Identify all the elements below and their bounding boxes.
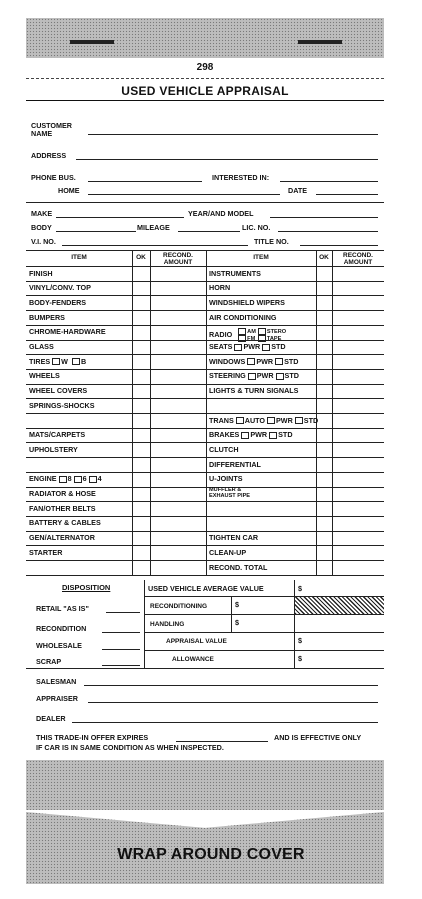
title-no-line[interactable] — [300, 245, 378, 246]
mileage-label: MILEAGE — [137, 223, 170, 232]
table-row-rule — [26, 516, 384, 517]
table-row-rule — [26, 545, 384, 546]
customer-name-line[interactable] — [88, 134, 378, 135]
title-rule — [26, 100, 384, 101]
table-row-rule — [26, 340, 384, 341]
condition-text: IF CAR IS IN SAME CONDITION AS WHEN INSPECTED. — [36, 743, 224, 752]
retail-label: RETAIL "AS IS" — [36, 604, 89, 613]
recond-header-right: RECOND. AMOUNT — [343, 252, 373, 266]
recondition-label: RECONDITION — [36, 624, 87, 633]
right-item-row[interactable]: STEERING PWR STD — [209, 371, 299, 381]
shaded-cell — [295, 597, 384, 614]
perforation-line — [26, 78, 384, 79]
allowance-dollar: $ — [298, 654, 302, 663]
table-row-rule — [26, 295, 384, 296]
year-model-line[interactable] — [270, 217, 378, 218]
left-item-row[interactable]: RADIATOR & HOSE — [29, 489, 96, 498]
disposition-heading: DISPOSITION — [62, 583, 111, 592]
table-column-rule — [206, 250, 207, 575]
lic-no-line[interactable] — [278, 231, 378, 232]
vi-no-line[interactable] — [62, 245, 248, 246]
reconditioning-dollar: $ — [235, 600, 239, 609]
left-item-row[interactable]: VINYL/CONV. TOP — [29, 283, 91, 293]
recondition-line[interactable] — [102, 632, 140, 633]
table-row-rule — [26, 487, 384, 488]
date-label: DATE — [288, 186, 308, 195]
section-rule — [26, 202, 384, 203]
home-label: HOME — [58, 186, 80, 195]
left-item-row[interactable]: BATTERY & CABLES — [29, 518, 101, 528]
form-number: 298 — [196, 62, 214, 73]
right-item-row[interactable]: U-JOINTS — [209, 474, 243, 484]
interested-in-line[interactable] — [280, 181, 378, 182]
avg-value-label: USED VEHICLE AVERAGE VALUE — [148, 584, 264, 593]
right-item-row[interactable]: WINDOWS PWR STD — [209, 356, 299, 366]
dealer-label: DEALER — [36, 714, 66, 723]
scrap-label: SCRAP — [36, 657, 62, 666]
right-item-row[interactable]: DIFFERENTIAL — [209, 459, 261, 469]
scrap-line[interactable] — [102, 665, 140, 666]
ok-header-right: OK — [319, 254, 329, 261]
right-item-row[interactable]: BRAKES PWR STD — [209, 430, 293, 440]
salesman-line[interactable] — [84, 685, 378, 686]
right-item-row[interactable]: CLUTCH — [209, 444, 239, 454]
phone-bus-line[interactable] — [88, 181, 202, 182]
effective-only-text: AND IS EFFECTIVE ONLY — [274, 733, 362, 742]
handling-label: HANDLING — [150, 621, 185, 628]
left-item-row[interactable]: TIRES W B — [29, 356, 87, 366]
appraisal-value-label: APPRAISAL VALUE — [166, 638, 227, 645]
left-item-row[interactable]: STARTER — [29, 547, 63, 557]
table-row-rule — [26, 398, 384, 399]
vi-no-label: V.I. NO. — [31, 237, 56, 246]
handling-dollar: $ — [235, 618, 239, 627]
valuation-left-border — [144, 580, 145, 668]
right-item-row[interactable]: INSTRUMENTS — [209, 268, 261, 278]
title-no-label: TITLE NO. — [254, 237, 289, 246]
avg-value-dollar: $ — [298, 584, 302, 593]
date-line[interactable] — [316, 194, 378, 195]
appraisal-value-dollar: $ — [298, 636, 302, 645]
table-row-rule — [26, 428, 384, 429]
valuation-rule-3 — [144, 632, 384, 633]
reconditioning-label: RECONDITIONING — [150, 603, 208, 610]
appraiser-line[interactable] — [88, 702, 378, 703]
customer-name-label: CUSTOMER NAME — [31, 121, 72, 138]
table-row-rule — [26, 457, 384, 458]
address-line[interactable] — [76, 159, 378, 160]
item-header-right: ITEM — [253, 254, 269, 261]
right-item-row[interactable]: RADIO AM FMSTERO TAPE — [209, 329, 287, 343]
make-label: MAKE — [31, 209, 53, 218]
allowance-label: ALLOWANCE — [172, 656, 214, 663]
ok-header-left: OK — [136, 254, 146, 261]
right-item-row[interactable]: TIGHTEN CAR — [209, 533, 259, 543]
interested-in-label: INTERESTED IN: — [212, 173, 270, 182]
lower-binding — [26, 760, 384, 810]
recond-header-left: RECOND. AMOUNT — [163, 252, 193, 266]
table-header-rule — [26, 266, 384, 267]
top-binding — [26, 18, 384, 60]
right-item-row[interactable]: HORN — [209, 283, 231, 293]
right-item-row[interactable]: AIR CONDITIONING — [209, 312, 277, 322]
wholesale-line[interactable] — [102, 649, 140, 650]
lic-no-label: LIC. NO. — [242, 223, 271, 232]
valuation-rule-4 — [144, 650, 384, 651]
form-title: USED VEHICLE APPRAISAL — [121, 84, 289, 98]
item-header-left: ITEM — [71, 254, 87, 261]
right-item-row[interactable]: WINDSHIELD WIPERS — [209, 297, 285, 307]
table-row-rule — [26, 369, 384, 370]
right-item-row[interactable]: LIGHTS & TURN SIGNALS — [209, 386, 299, 396]
valuation-bottom-rule — [26, 668, 384, 669]
appraiser-label: APPRAISER — [36, 694, 78, 703]
left-item-row[interactable]: GEN/ALTERNATOR — [29, 533, 95, 543]
year-model-label: YEAR/AND MODEL — [188, 209, 254, 218]
binding-slot-right — [298, 40, 342, 44]
table-column-rule — [316, 250, 317, 575]
table-row-rule — [26, 531, 384, 532]
appraisal-form — [26, 58, 384, 758]
table-row-rule — [26, 442, 384, 443]
left-item-row[interactable]: BODY-FENDERS — [29, 297, 87, 307]
left-item-row[interactable]: UPHOLSTERY — [29, 444, 78, 454]
table-column-rule — [150, 250, 151, 575]
dealer-line[interactable] — [72, 722, 378, 723]
table-row-rule — [26, 501, 384, 502]
table-row-rule — [26, 413, 384, 414]
address-label: ADDRESS — [31, 151, 67, 160]
table-row-rule — [26, 281, 384, 282]
left-item-row[interactable]: CHROME-HARDWARE — [29, 327, 106, 337]
table-top-rule — [26, 250, 384, 251]
table-column-rule — [332, 250, 333, 575]
left-item-row[interactable]: WHEELS — [29, 371, 60, 381]
offer-expires-label: THIS TRADE-IN OFFER EXPIRES — [36, 733, 149, 742]
valuation-mid-border — [294, 580, 295, 668]
body-label: BODY — [31, 223, 52, 232]
left-item-row[interactable]: FINISH — [29, 268, 53, 278]
right-item-row[interactable]: SEATS PWR STD — [209, 342, 286, 351]
salesman-label: SALESMAN — [36, 677, 77, 686]
left-item-row[interactable]: FAN/OTHER BELTS — [29, 503, 96, 513]
left-item-row[interactable]: BUMPERS — [29, 312, 65, 322]
left-item-row[interactable]: GLASS — [29, 342, 54, 351]
table-column-rule — [132, 250, 133, 575]
phone-bus-label: PHONE BUS. — [31, 173, 76, 182]
table-row-rule — [26, 575, 384, 576]
retail-line[interactable] — [106, 612, 140, 613]
right-item-row[interactable]: CLEAN-UP — [209, 547, 247, 557]
table-row-rule — [26, 472, 384, 473]
body-line[interactable] — [56, 231, 136, 232]
table-row-rule — [26, 560, 384, 561]
left-item-row[interactable]: MATS/CARPETS — [29, 430, 86, 440]
cover-label: WRAP AROUND COVER — [117, 846, 305, 863]
wholesale-label: WHOLESALE — [36, 641, 82, 650]
left-item-row[interactable]: WHEEL COVERS — [29, 386, 88, 396]
valuation-rule-2 — [144, 614, 384, 615]
right-item-row[interactable]: RECOND. TOTAL — [209, 562, 268, 572]
mileage-line[interactable] — [178, 231, 240, 232]
right-item-row[interactable]: TRANS AUTO PWR STD — [209, 415, 319, 425]
table-row-rule — [26, 384, 384, 385]
table-row-rule — [26, 310, 384, 311]
table-row-rule — [26, 325, 384, 326]
table-row-rule — [26, 354, 384, 355]
right-item-row[interactable]: MUFFLER & EXHAUST PIPE — [209, 487, 251, 499]
make-line[interactable] — [56, 217, 184, 218]
binding-slot-left — [70, 40, 114, 44]
offer-expires-line[interactable] — [176, 741, 268, 742]
home-line[interactable] — [88, 194, 280, 195]
left-item-row[interactable]: SPRINGS-SHOCKS — [29, 400, 95, 410]
left-item-row[interactable]: ENGINE 8 6 4 — [29, 474, 102, 484]
